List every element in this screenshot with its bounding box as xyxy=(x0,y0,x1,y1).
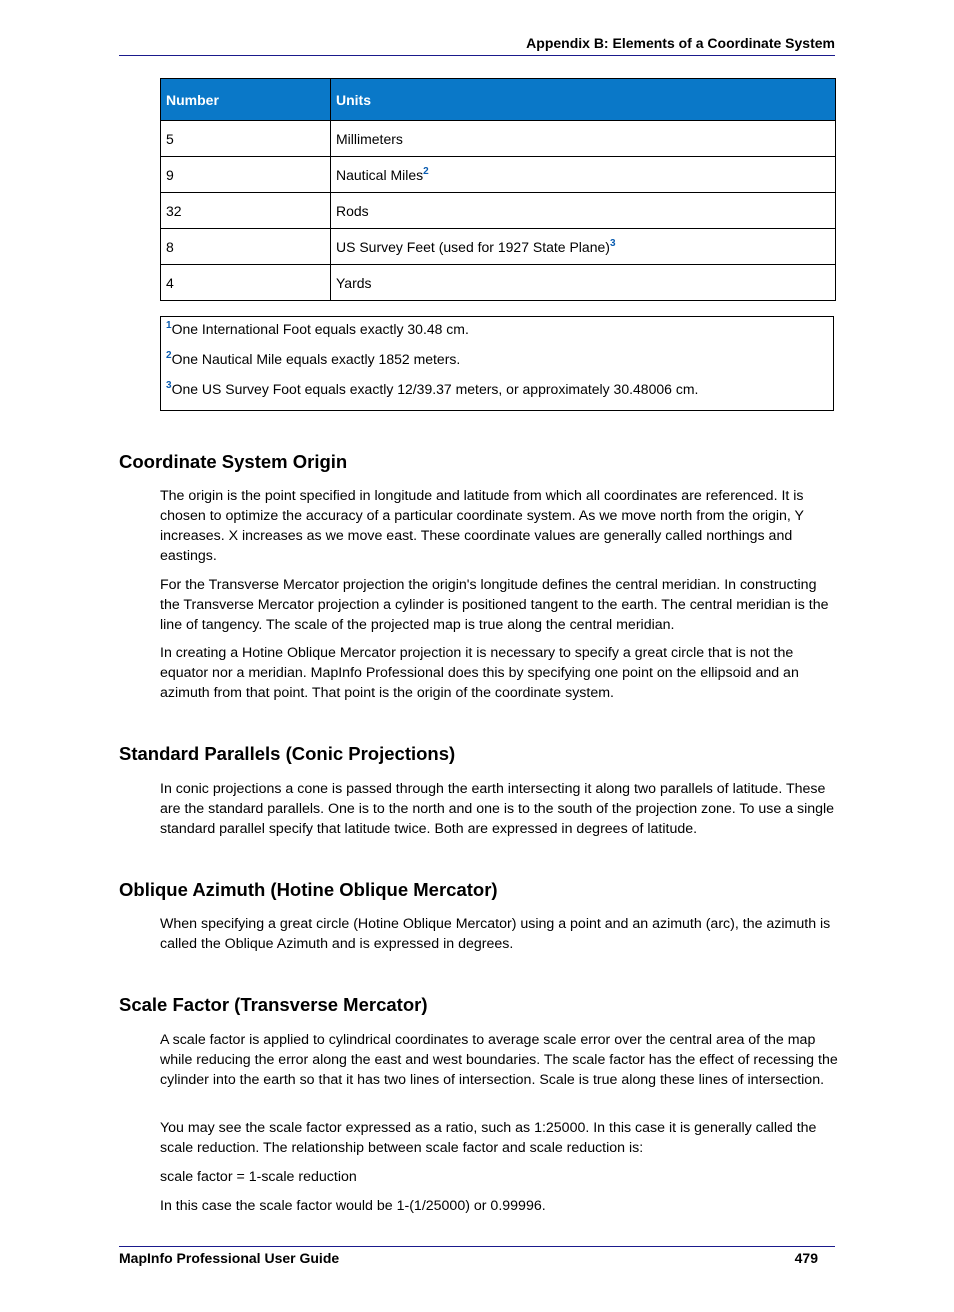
cell-number: 8 xyxy=(161,229,331,265)
running-header: Appendix B: Elements of a Coordinate System xyxy=(526,35,835,51)
footnotes-box xyxy=(160,316,834,411)
formula-line: scale factor = 1-scale reduction xyxy=(160,1169,357,1185)
column-header-number: Number xyxy=(161,79,331,121)
cell-units xyxy=(331,121,836,157)
paragraph: For the Transverse Mercator projection the origin's longitude defines the central meridian. In constructing the Transverse Mercator projection a cylinder is positioned tangent to the earth. The central meridian is the line of tangency. The scale of the projected map is true along the central meridian. xyxy=(160,577,829,633)
units-text: Yards xyxy=(336,274,372,291)
cell-units xyxy=(331,157,836,193)
header-divider xyxy=(119,55,835,56)
table-row xyxy=(161,157,836,193)
footnote-text: One International Foot equals exactly 30.48 cm. xyxy=(171,321,469,337)
units-text: Millimeters xyxy=(336,130,403,147)
cell-units xyxy=(331,193,836,229)
table-header-row xyxy=(161,79,836,121)
column-header-units: Units xyxy=(331,79,836,121)
footnote-mark: 2 xyxy=(166,350,172,361)
footnote-item xyxy=(166,381,698,397)
cell-number: 4 xyxy=(161,265,331,301)
table-row xyxy=(161,265,836,301)
paragraph: You may see the scale factor expressed as a ratio, such as 1:25000. In this case it is generally called the scale reduction. The relationship between scale factor and scale reduction is: xyxy=(160,1120,817,1156)
table-row xyxy=(161,229,836,265)
section-heading-origin: Coordinate System Origin xyxy=(119,451,348,472)
cell-units xyxy=(331,229,836,265)
paragraph: The origin is the point specified in longitude and latitude from which all coordinates are referenced. It is chosen to optimize the accuracy of a particular coordinate system. As we move north from the origin, Y increases. X increases as we move east. These coordinate values are generally called northings and eastings. xyxy=(160,488,804,564)
units-table xyxy=(160,78,836,301)
cell-number: 32 xyxy=(161,193,331,229)
section-heading-scale-factor: Scale Factor (Transverse Mercator) xyxy=(119,994,428,1015)
table-row xyxy=(161,121,836,157)
footnote-text: One US Survey Foot equals exactly 12/39.37 meters, or approximately 30.48006 cm. xyxy=(171,381,699,397)
paragraph: A scale factor is applied to cylindrical coordinates to average scale error over the central area of the map while reducing the error along the east and west boundaries. The scale factor has the effect of recessing the cylinder into the earth so that it has two lines of intersection. Scale is true along these lines of intersection. xyxy=(160,1032,838,1088)
units-text: Nautical Miles xyxy=(336,166,424,183)
cell-units xyxy=(331,265,836,301)
table-row xyxy=(161,193,836,229)
units-text: US Survey Feet (used for 1927 State Plane) xyxy=(336,238,610,255)
footnote-link[interactable]: 3 xyxy=(609,237,616,249)
footer-title: MapInfo Professional User Guide xyxy=(119,1250,340,1266)
footnote-link[interactable]: 2 xyxy=(423,165,429,177)
footnote-text: One Nautical Mile equals exactly 1852 meters. xyxy=(171,351,461,367)
cell-number: 5 xyxy=(161,121,331,157)
footnote-item xyxy=(166,321,469,337)
paragraph: In creating a Hotine Oblique Mercator projection it is necessary to specify a great circle that is not the equator nor a meridian. MapInfo Professional does this by specifying one point on the ellipsoid and an azimuth from that point. That point is the origin of the coordinate system. xyxy=(160,645,799,701)
footnote-item xyxy=(166,351,460,367)
footer-divider xyxy=(119,1246,835,1247)
page-number: 479 xyxy=(794,1250,818,1266)
paragraph: In this case the scale factor would be 1-(1/25000) or 0.99996. xyxy=(160,1198,546,1214)
paragraph: When specifying a great circle (Hotine Oblique Mercator) using a point and an azimuth (arc), the azimuth is called the Oblique Azimuth and is expressed in degrees. xyxy=(160,916,831,952)
section-heading-parallels: Standard Parallels (Conic Projections) xyxy=(119,743,456,764)
footnote-mark: 1 xyxy=(166,320,172,331)
footnote-mark: 3 xyxy=(166,380,172,391)
cell-number: 9 xyxy=(161,157,331,193)
paragraph: In conic projections a cone is passed through the earth intersecting it along two parallels of latitude. These are the standard parallels. One is to the north and one is to the south of the projection zone. To use a single standard parallel specify that latitude twice. Both are expressed in degrees of latitude. xyxy=(160,781,835,837)
units-text: Rods xyxy=(336,202,369,219)
section-heading-azimuth: Oblique Azimuth (Hotine Oblique Mercator) xyxy=(119,879,498,900)
